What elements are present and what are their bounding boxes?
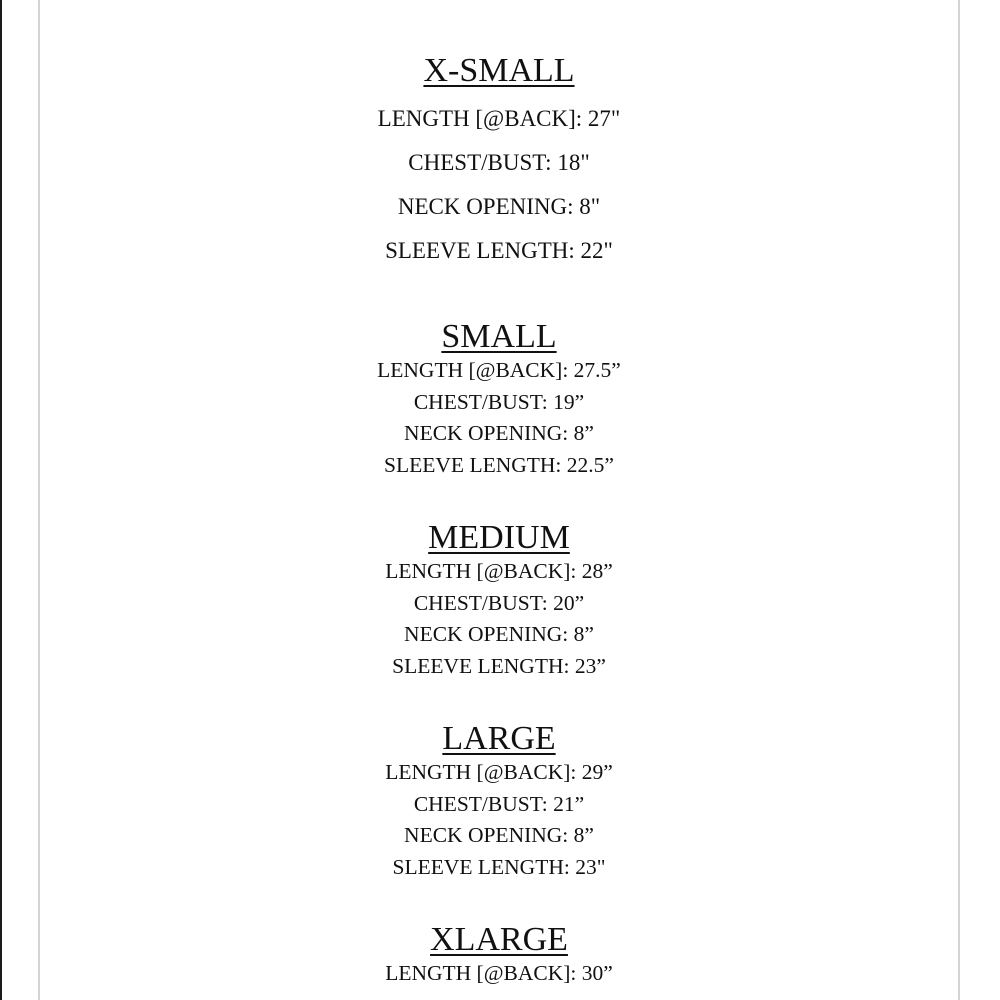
size-chart-content: [40, 53, 958, 1000]
measurement-chest-bust: CHEST/BUST: 21”: [413, 791, 585, 816]
size-title: MEDIUM: [428, 519, 570, 556]
measurement-length: LENGTH [@BACK]: 28”: [385, 559, 613, 583]
measurement-neck-opening: NECK OPENING: 8": [397, 194, 601, 219]
measurement-neck-opening: NECK OPENING: 8”: [404, 823, 594, 847]
measurement-length: LENGTH [@BACK]: 30”: [385, 961, 613, 985]
size-section-large: [40, 721, 958, 883]
measurement-length: LENGTH [@BACK]: 27.5”: [377, 358, 621, 382]
measurement-sleeve-length: SLEEVE LENGTH: 22": [385, 238, 613, 263]
size-section-small: [40, 319, 958, 481]
window-left-edge: [0, 0, 2, 1000]
size-title: SMALL: [441, 318, 557, 355]
size-section-x-small: [40, 53, 958, 273]
measurement-sleeve-length: SLEEVE LENGTH: 22.5”: [384, 452, 614, 477]
measurement-chest-bust: CHEST/BUST: 20”: [413, 590, 585, 615]
size-chart-page: [38, 0, 960, 1000]
measurement-neck-opening: NECK OPENING: 8”: [404, 421, 594, 445]
measurement-sleeve-length: SLEEVE LENGTH: 23”: [392, 653, 606, 678]
measurement-chest-bust: CHEST/BUST: 19”: [413, 389, 585, 414]
size-title: LARGE: [442, 720, 556, 757]
size-section-xlarge: [40, 922, 958, 990]
size-title: X-SMALL: [423, 52, 575, 89]
size-title: XLARGE: [430, 921, 568, 958]
measurement-sleeve-length: SLEEVE LENGTH: 23": [392, 854, 606, 879]
measurement-chest-bust: CHEST/BUST: 18": [408, 150, 590, 175]
measurement-length: LENGTH [@BACK]: 29”: [385, 760, 613, 784]
measurement-length: LENGTH [@BACK]: 27": [377, 106, 621, 131]
measurement-neck-opening: NECK OPENING: 8”: [404, 622, 594, 646]
size-section-medium: [40, 520, 958, 682]
